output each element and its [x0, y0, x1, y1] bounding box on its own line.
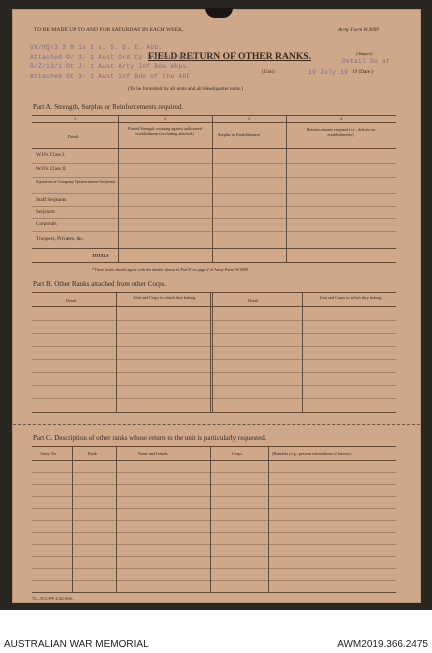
col-header-surplus: Surplus to Establishment [218, 132, 260, 137]
col-header-detail: Detail. [68, 134, 80, 139]
fold-line [13, 424, 420, 425]
form-label: Army Form W.3009 [338, 27, 379, 33]
typed-date: 19 July 19 [308, 69, 349, 76]
part-b-header-detail-2: Detail. [248, 298, 260, 303]
part-c-header-name: Name and Initials. [138, 451, 169, 456]
col-header-posted: Posted Strength counting against authorized establishment (excluding attached). [128, 126, 202, 136]
date-label: 19 (Date.) [352, 69, 374, 75]
col-num-2: 2 [164, 116, 167, 121]
row-cqms: Squadron or Company Quartermaster-Serjeants [36, 179, 116, 184]
furnish-note: (To be furnished by all units and all Headquarter units.) [128, 86, 244, 92]
footer-institution: AUSTRALIAN WAR MEMORIAL [4, 639, 149, 650]
part-c-header-corps: Corps. [232, 451, 244, 456]
archive-footer [0, 610, 432, 653]
adapted-label: (Adapted) [356, 51, 373, 56]
col-num-1: 1 [74, 116, 77, 121]
col-header-reinforcements: Reinforcements required (i.e., deficits on establishments). [306, 127, 376, 137]
typed-line-4: Attached Ot 3- 1 Aust Inf Bde of the ADE [30, 73, 191, 80]
header-instruction: TO BE MADE UP TO AND FOR SATURDAY IN EACH WEEK. [34, 27, 184, 33]
row-serjeants: Serjeants [36, 209, 56, 215]
print-code: 75—N.G.P.P. 4/42/1036. [32, 596, 74, 601]
row-corporals: Corporals [36, 221, 57, 227]
part-b-header-detail-1: Detail. [66, 298, 78, 303]
typed-line-2: Attached O/ 3- 1 Aust Ord Cy Inf Bde Wkps. [30, 54, 199, 61]
row-wo-class-1: W.O's Class I. [36, 152, 66, 158]
typed-line-3: R/Z/13/1 Ot J- 1 Aust Arty Inf Bde Wkps. [30, 63, 191, 70]
part-a-title: Part A. Strength, Surplus or Reinforcements required. [33, 103, 184, 111]
footer-accession-number: AWM2019.366.2475 [337, 639, 428, 650]
form-title: FIELD RETURN OF OTHER RANKS. [148, 51, 312, 62]
row-troopers: Troopers, Privates, &c. [36, 236, 85, 242]
col-num-4: 4 [340, 116, 343, 121]
unit-label: (Unit) [262, 69, 275, 75]
typed-right: Detail Dn at [342, 58, 391, 65]
part-b-title: Part B. Other Ranks attached from other Corps. [33, 280, 167, 288]
part-a-footnote: *These totals should agree with the details shown in Part D on page 2 of Army Form W.3009. [92, 267, 249, 272]
row-totals: TOTALS [92, 253, 109, 258]
part-b-header-unit-2: Unit and Corps to which they belong. [319, 295, 383, 300]
part-b-header-unit-1: Unit and Corps to which they belong. [133, 295, 197, 300]
part-c-title: Part C. Description of other ranks whose return to the unit is particularly requested. [33, 434, 267, 442]
part-c-header-rank: Rank. [88, 451, 98, 456]
row-staff-serjeants: Staff Serjeants [36, 197, 67, 203]
part-c-header-army-no: Army No. [40, 451, 57, 456]
col-num-3: 3 [248, 116, 251, 121]
typed-line-1: VX/HQ/3 3 M 1s 1 s. 5. D. E. Abb. [30, 44, 163, 51]
row-wo-class-2: W.O's Class II. [36, 166, 68, 172]
part-c-header-remarks: (Remarks (e.g., present whereabouts if known). [272, 451, 352, 456]
